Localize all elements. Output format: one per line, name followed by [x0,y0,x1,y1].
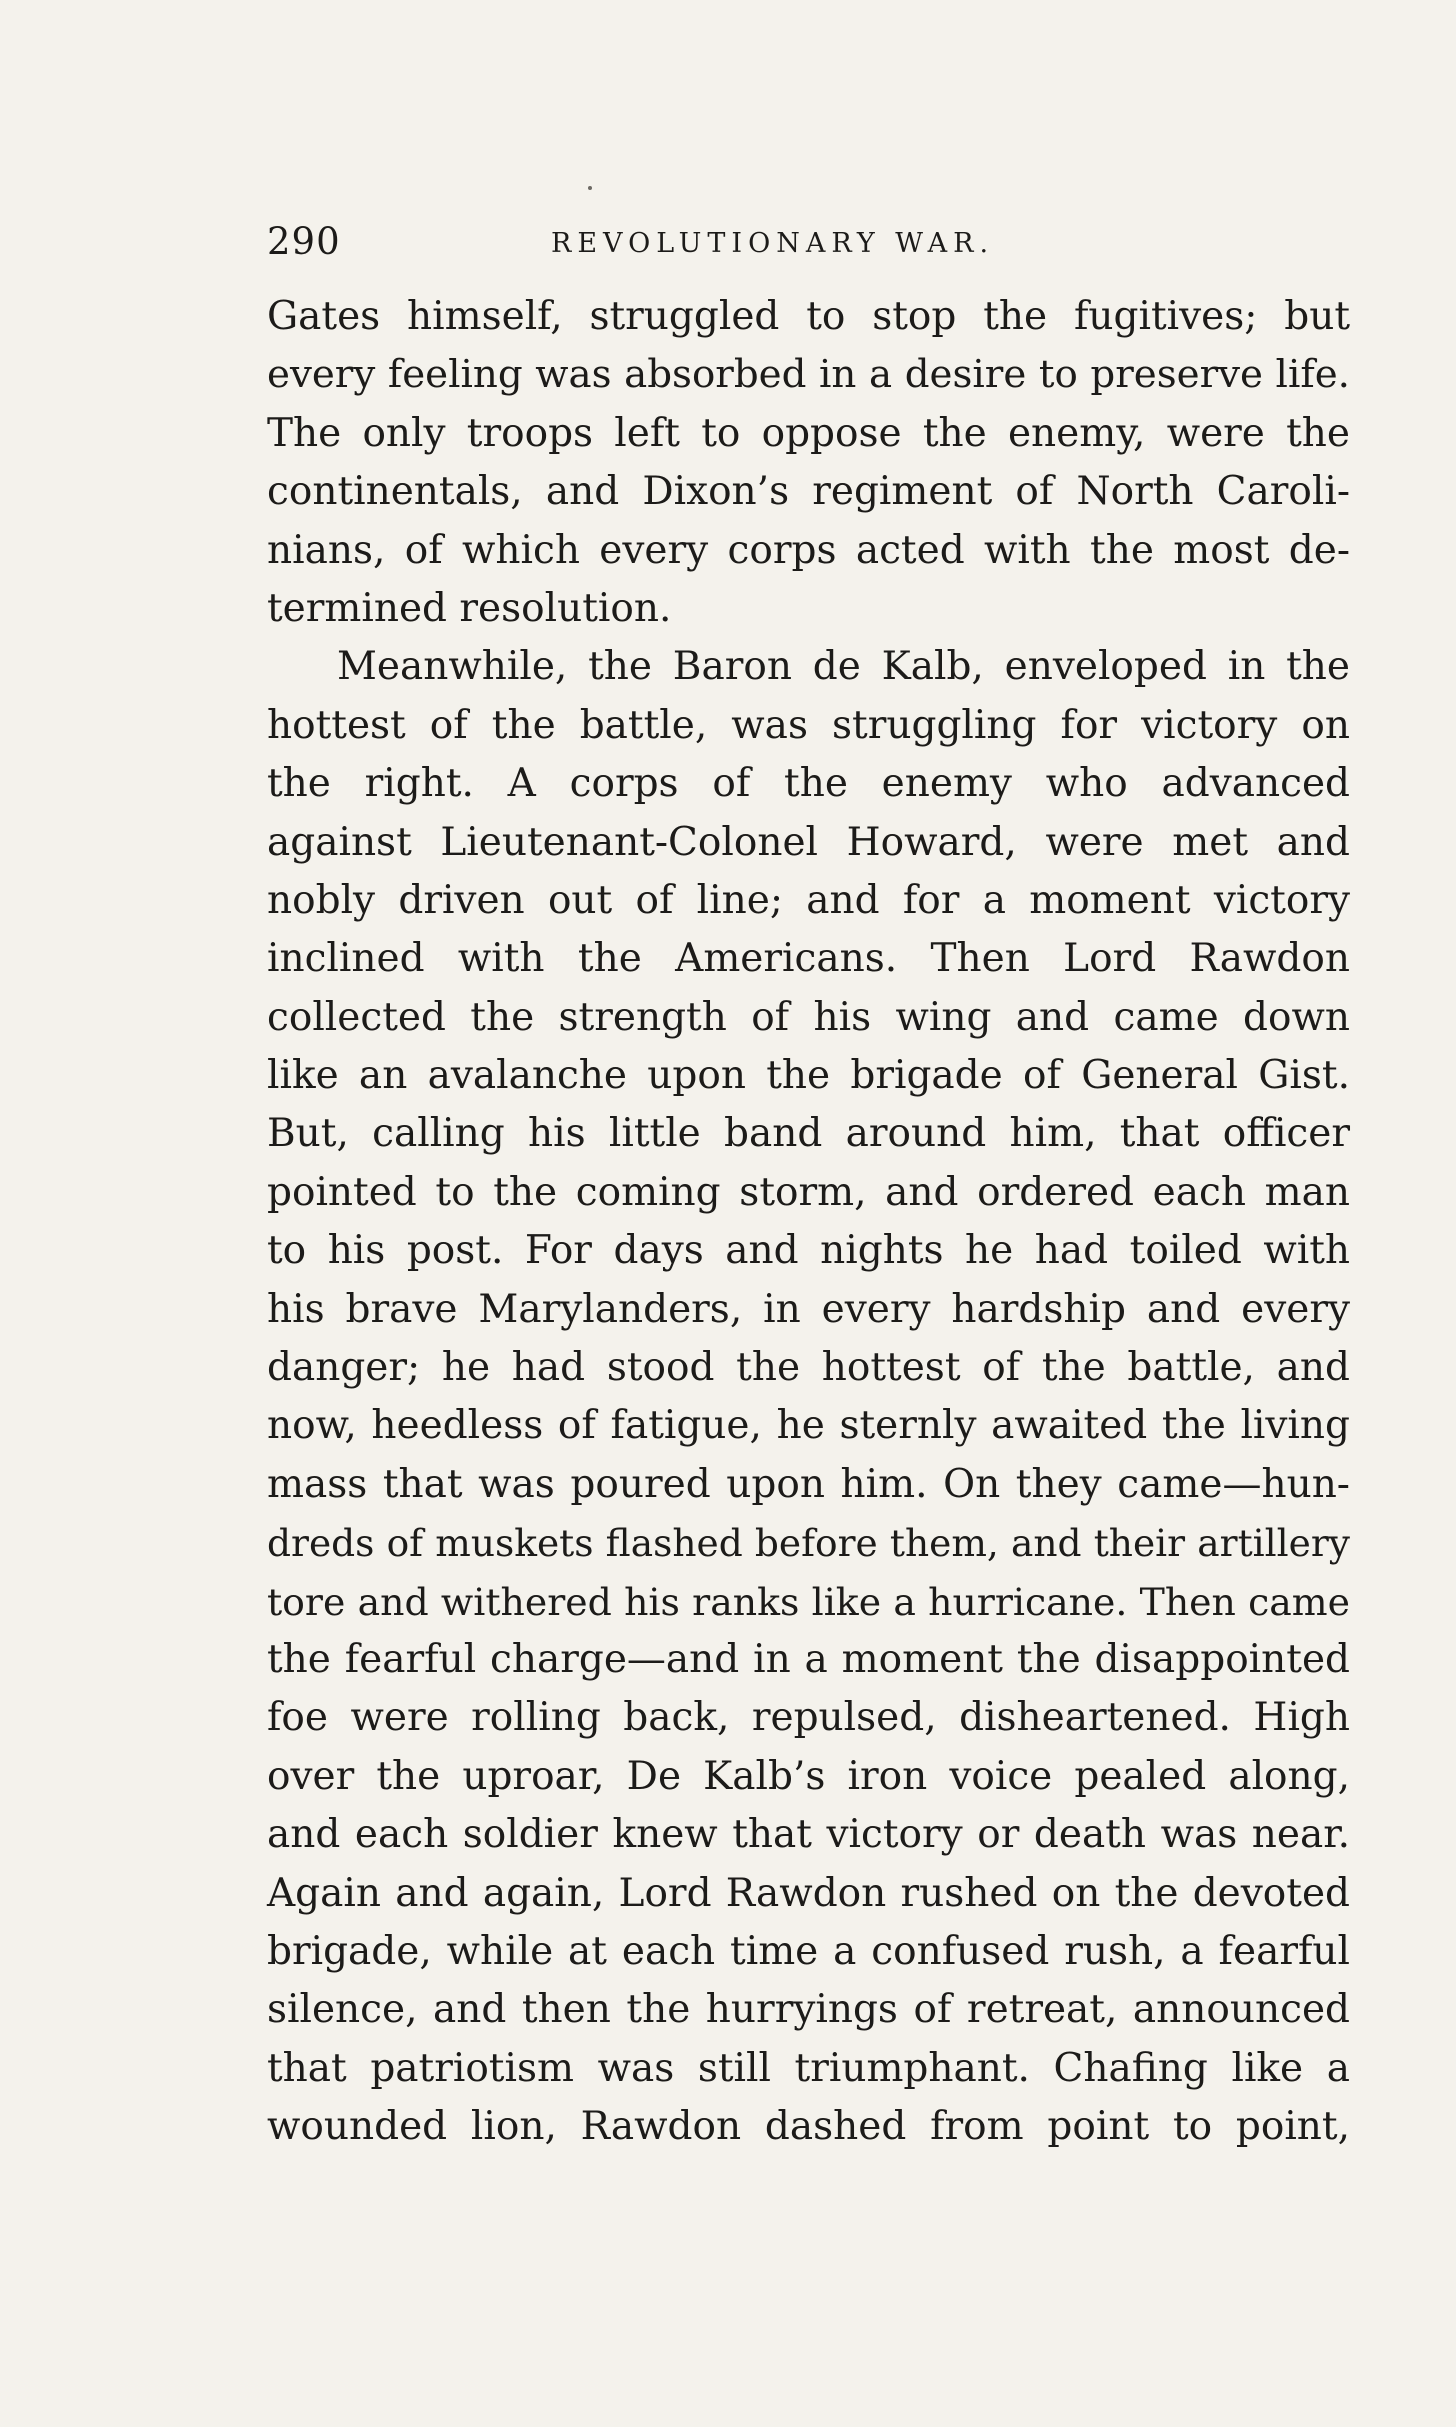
body-text [267,288,1350,2157]
text-line: his brave Marylanders, in every hardship and every [267,1286,1350,1332]
text-line: Gates himself, struggled to stop the fugitives; but [267,294,1350,339]
text-line: pointed to the coming storm, and ordered each man [267,1169,1350,1215]
text-line: The only troops left to oppose the enemy, were the [267,410,1350,456]
text-line: that patriotism was still triumphant. Chafing like a [267,2045,1350,2091]
text-line: tore and withered his ranks like a hurricane. Then came [267,1579,1350,1624]
text-line: dreds of muskets flashed before them, and their artillery [267,1521,1350,1566]
text-line: against Lieutenant-Colonel Howard, were met and [267,819,1350,865]
text-line: foe were rolling back, repulsed, disheartened. High [267,1695,1350,1741]
text-line: like an avalanche upon the brigade of General Gist. [267,1053,1350,1099]
text-line: over the uproar, De Kalb’s iron voice pealed along, [267,1753,1350,1799]
text-line: the fearful charge—and in a moment the disappointed [267,1636,1350,1682]
text-line: termined resolution. [267,585,672,631]
page-number: 290 [267,220,341,263]
running-head [267,218,1352,266]
text-line: now, heedless of fatigue, he sternly awaited the living [267,1403,1350,1449]
text-line: the right. A corps of the enemy who advanced [267,761,1350,807]
paragraph-start-line: Meanwhile, the Baron de Kalb, enveloped in the [337,644,1350,690]
text-line: to his post. For days and nights he had toiled with [267,1228,1350,1274]
text-line: continentals, and Dixon’s regiment of North Caroli- [267,469,1350,515]
text-line: brigade, while at each time a confused rush, a fearful [267,1928,1350,1974]
text-line: mass that was poured upon him. On they came—hun- [267,1461,1350,1507]
text-line: collected the strength of his wing and came down [267,994,1350,1040]
text-line: every feeling was absorbed in a desire to preserve life. [267,352,1350,398]
running-title: REVOLUTIONARY WAR. [551,228,995,259]
text-line: But, calling his little band around him, that officer [267,1111,1350,1157]
text-line: danger; he had stood the hottest of the battle, and [267,1345,1350,1391]
text-line: hottest of the battle, was struggling for victory on [267,702,1350,748]
text-line: Again and again, Lord Rawdon rushed on the devoted [267,1870,1350,1916]
text-line: silence, and then the hurryings of retreat, announced [267,1987,1350,2033]
text-line: nians, of which every corps acted with the most de- [267,527,1350,573]
text-line: wounded lion, Rawdon dashed from point to point, [267,2104,1350,2150]
paper-speck [588,186,592,190]
text-line: and each soldier knew that victory or death was near. [267,1812,1350,1858]
text-line: inclined with the Americans. Then Lord Rawdon [267,936,1350,982]
text-line: nobly driven out of line; and for a moment victory [267,877,1350,923]
